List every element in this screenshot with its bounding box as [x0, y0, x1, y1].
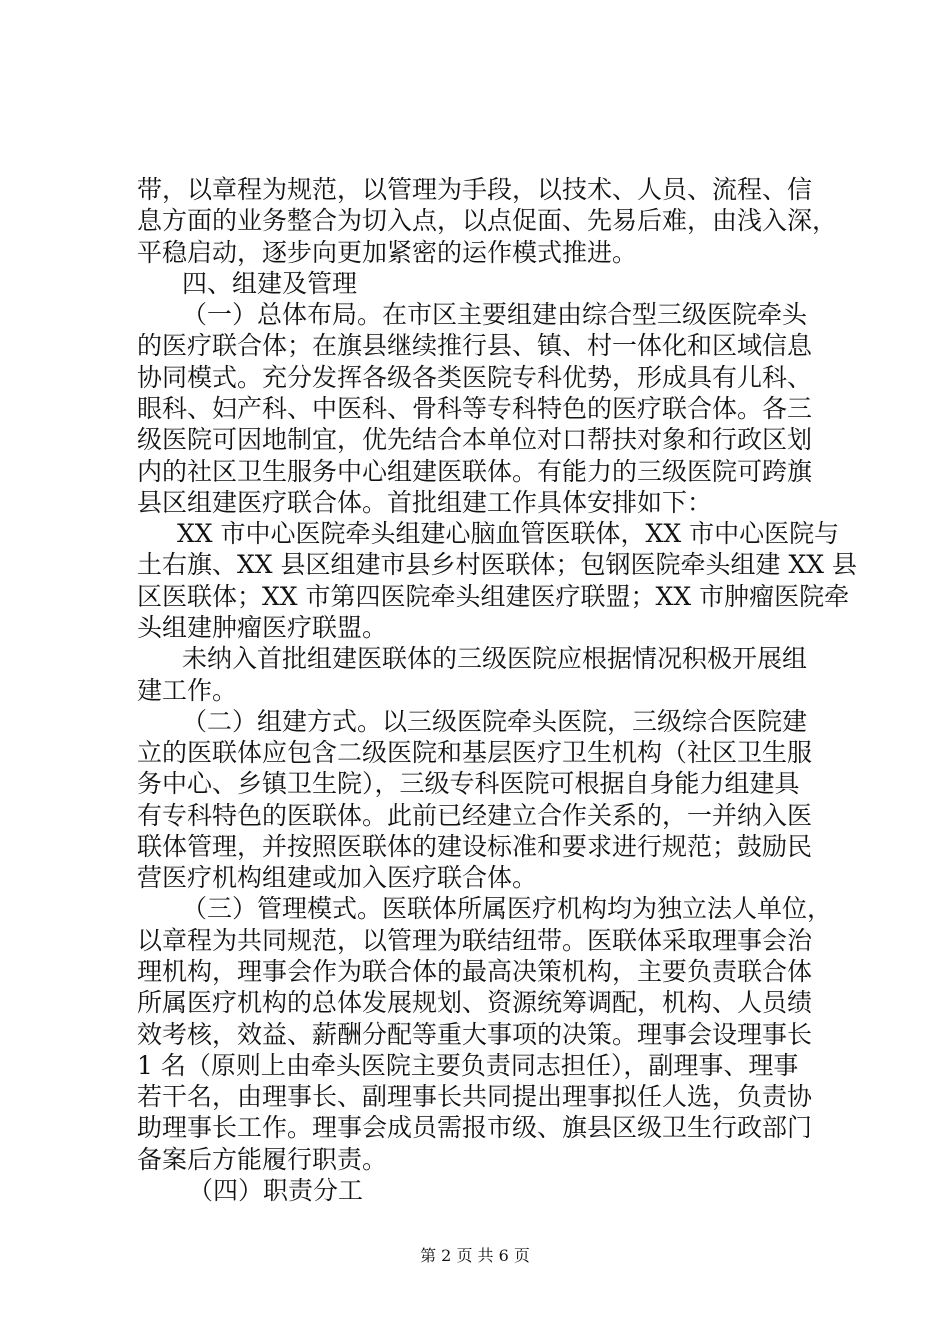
section-heading: 四、组建及管理 — [182, 269, 358, 298]
text-line: （一）总体布局。在市区主要组建由综合型三级医院牵头 — [182, 300, 808, 329]
text-line: 所属医疗机构的总体发展规划、资源统筹调配，机构、人员绩 — [137, 988, 813, 1017]
text-line: 息方面的业务整合为切入点，以点促面、先易后难，由浅入深， — [137, 206, 838, 235]
text-line: （二）组建方式。以三级医院牵头医院，三级综合医院建 — [182, 707, 808, 736]
text-line: 未纳入首批组建医联体的三级医院应根据情况积极开展组 — [182, 644, 808, 673]
text-line: 协同模式。充分发挥各级各类医院专科优势，形成具有儿科、 — [137, 363, 813, 392]
text-line: 效考核，效益、薪酬分配等重大事项的决策。理事会设理事长 — [137, 1020, 813, 1049]
text-line: 眼科、妇产科、中医科、骨科等专科特色的医疗联合体。各三 — [137, 394, 813, 423]
text-line: 内的社区卫生服务中心组建医联体。有能力的三级医院可跨旗 — [137, 457, 813, 486]
text-line: 的医疗联合体；在旗县继续推行县、镇、村一体化和区域信息 — [137, 331, 813, 360]
text-line: 带，以章程为规范，以管理为手段，以技术、人员、流程、信 — [137, 175, 813, 204]
text-line: 土右旗、XX 县区组建市县乡村医联体；包钢医院牵头组建 XX 县 — [137, 550, 858, 579]
text-line: 助理事长工作。理事会成员需报市级、旗县区级卫生行政部门 — [137, 1113, 813, 1142]
text-line: 务中心、乡镇卫生院），三级专科医院可根据自身能力组建具 — [137, 769, 800, 798]
text-line: 若干名，由理事长、副理事长共同提出理事拟任人选，负责协 — [137, 1082, 813, 1111]
text-line: 头组建肿瘤医疗联盟。 — [137, 613, 388, 642]
text-line: 建工作。 — [137, 676, 238, 705]
text-line: 1 名（原则上由牵头医院主要负责同志担任），副理事、理事 — [137, 1051, 799, 1080]
text-line: 级医院可因地制宜，优先结合本单位对口帮扶对象和行政区划 — [137, 425, 813, 454]
text-line: （三）管理模式。医联体所属医疗机构均为独立法人单位， — [182, 894, 833, 923]
text-line: 联体管理，并按照医联体的建设标准和要求进行规范；鼓励民 — [137, 832, 813, 861]
page-footer: 第 2 页 共 6 页 — [420, 1246, 530, 1265]
text-line: 理机构，理事会作为联合体的最高决策机构，主要负责联合体 — [137, 957, 813, 986]
text-line: 有专科特色的医联体。此前已经建立合作关系的，一并纳入医 — [137, 801, 813, 830]
text-line: 立的医联体应包含二级医院和基层医疗卫生机构（社区卫生服 — [137, 738, 813, 767]
text-line: XX 市中心医院牵头组建心脑血管医联体，XX 市中心医院与 — [177, 519, 840, 548]
text-line: （四）职责分工 — [188, 1176, 364, 1205]
text-line: 县区组建医疗联合体。首批组建工作具体安排如下： — [137, 488, 713, 517]
text-line: 区医联体；XX 市第四医院牵头组建医疗联盟；XX 市肿瘤医院牵 — [137, 582, 850, 611]
text-line: 以章程为共同规范，以管理为联结纽带。医联体采取理事会治 — [137, 926, 813, 955]
text-line: 备案后方能履行职责。 — [137, 1145, 388, 1174]
text-line: 营医疗机构组建或加入医疗联合体。 — [137, 863, 538, 892]
text-line: 平稳启动，逐步向更加紧密的运作模式推进。 — [137, 238, 638, 267]
